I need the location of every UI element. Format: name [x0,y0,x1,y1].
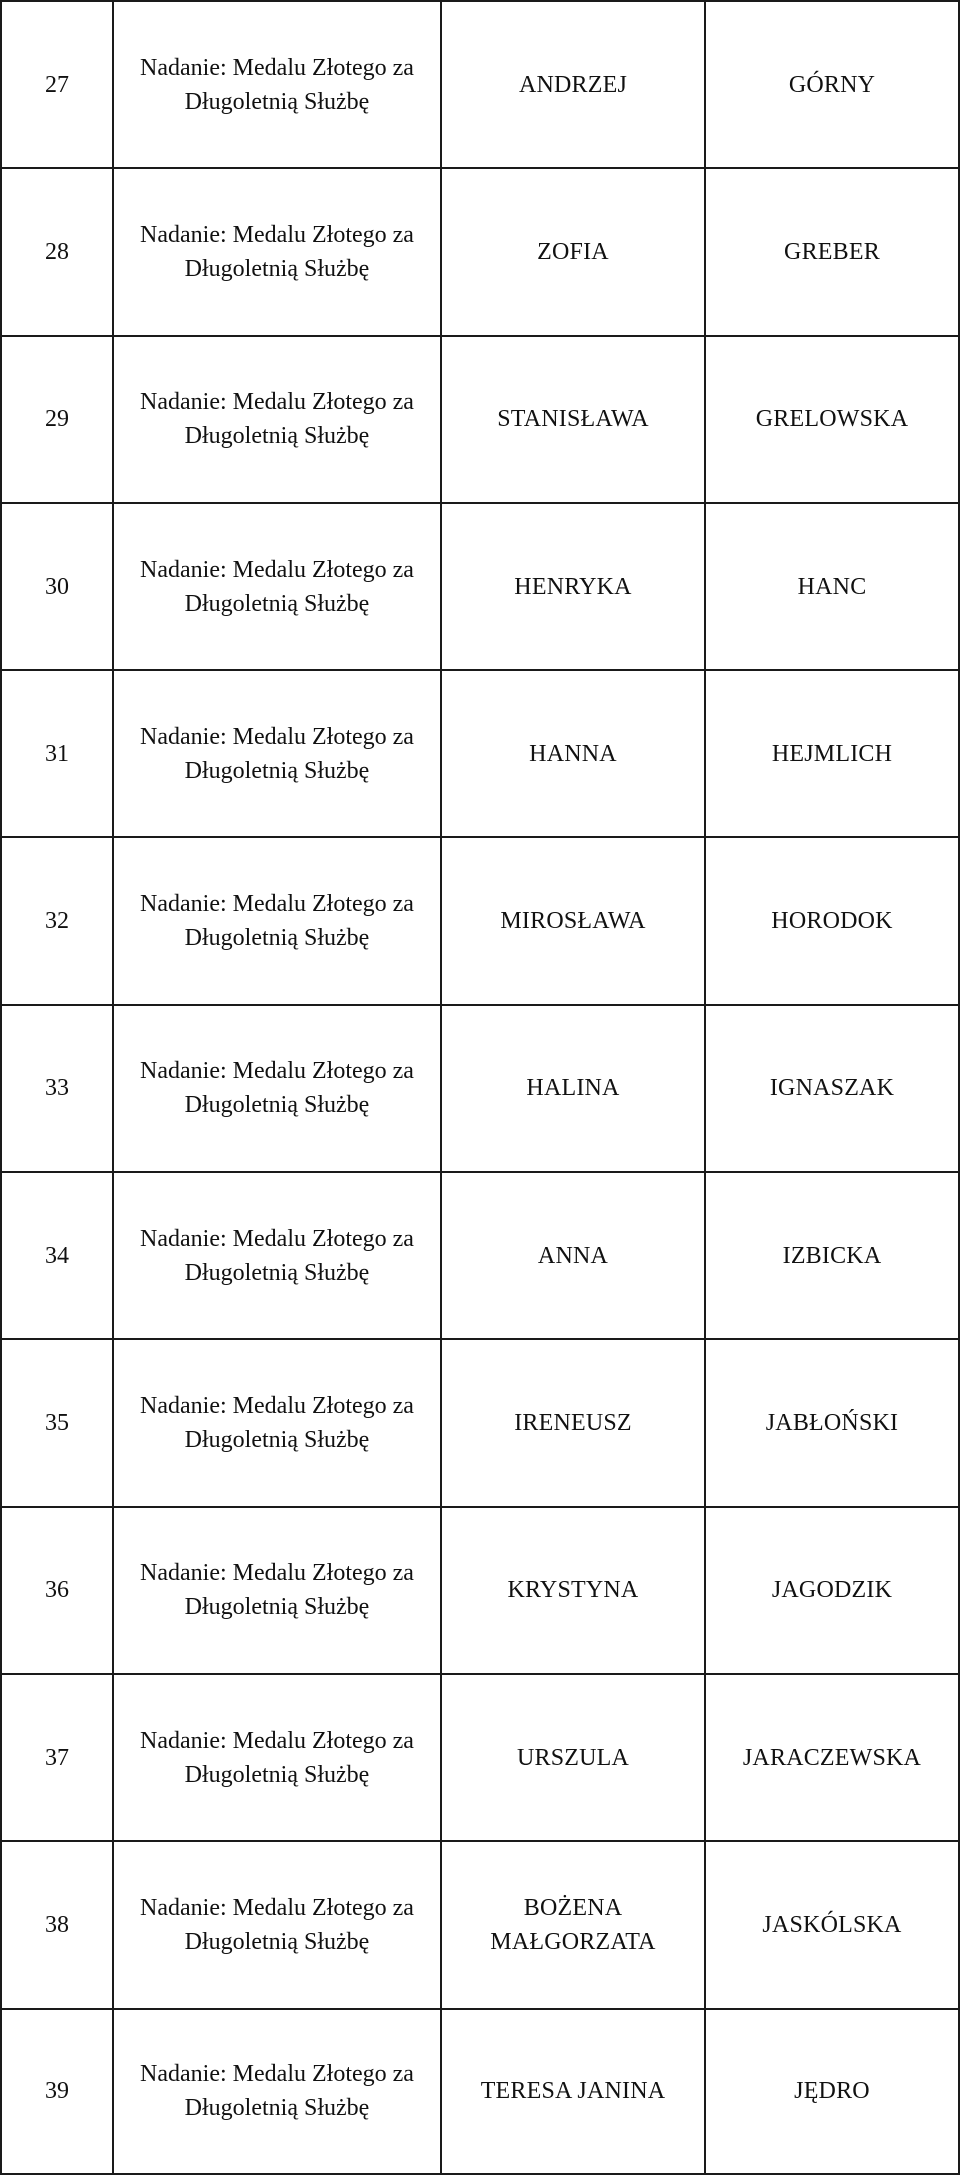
row-number: 36 [0,1506,112,1673]
last-name: JAGODZIK [704,1506,960,1673]
award-title-line1: Nadanie: Medalu Złotego za [140,1225,414,1252]
row-number: 30 [0,502,112,669]
award-title-cell [112,1506,440,1673]
award-title-line1: Nadanie: Medalu Złotego za [140,389,414,416]
award-title-line2: Długoletnią Służbę [184,1427,370,1454]
table-row [0,1171,960,1338]
last-name: GREBER [704,167,960,334]
award-title-line1: Nadanie: Medalu Złotego za [140,54,414,81]
row-number: 33 [0,1004,112,1171]
award-title-line1: Nadanie: Medalu Złotego za [140,1058,414,1085]
row-number: 35 [0,1338,112,1505]
table-row [0,1673,960,1840]
award-title-line2: Długoletnią Służbę [184,590,370,617]
row-number: 31 [0,669,112,836]
last-name: JARACZEWSKA [704,1673,960,1840]
last-name: HORODOK [704,836,960,1003]
award-title-line2: Długoletnią Służbę [184,1259,370,1286]
award-title-cell [112,167,440,334]
table-row [0,502,960,669]
award-title-cell [112,502,440,669]
first-name: MIROSŁAWA [440,836,704,1003]
award-title-cell [112,1673,440,1840]
award-title-line2: Długoletnią Służbę [184,757,370,784]
award-title-cell [112,2008,440,2175]
award-title-line1: Nadanie: Medalu Złotego za [140,1560,414,1587]
award-title-cell [112,1840,440,2007]
first-name: HALINA [440,1004,704,1171]
row-number: 37 [0,1673,112,1840]
row-number: 38 [0,1840,112,2007]
last-name: GRELOWSKA [704,335,960,502]
award-title-line1: Nadanie: Medalu Złotego za [140,1894,414,1921]
row-number: 39 [0,2008,112,2175]
award-title-cell [112,1171,440,1338]
table-row [0,2008,960,2175]
first-name: HANNA [440,669,704,836]
row-number: 27 [0,0,112,167]
award-title-cell [112,836,440,1003]
first-name: STANISŁAWA [440,335,704,502]
table-row [0,167,960,334]
award-title-cell [112,1338,440,1505]
first-name: URSZULA [440,1673,704,1840]
award-title-line2: Długoletnią Służbę [184,423,370,450]
award-title-line2: Długoletnią Służbę [184,2095,370,2122]
first-name: IRENEUSZ [440,1338,704,1505]
first-name: KRYSTYNA [440,1506,704,1673]
award-title-line2: Długoletnią Służbę [184,88,370,115]
award-title-line2: Długoletnią Służbę [184,1928,370,1955]
first-name: ANDRZEJ [440,0,704,167]
last-name: JASKÓLSKA [704,1840,960,2007]
award-title-cell [112,1004,440,1171]
table-row [0,1506,960,1673]
first-name: HENRYKA [440,502,704,669]
award-title-line1: Nadanie: Medalu Złotego za [140,891,414,918]
table-row [0,1840,960,2007]
row-number: 28 [0,167,112,334]
row-number: 32 [0,836,112,1003]
last-name: HANC [704,502,960,669]
first-name: TERESA JANINA [440,2008,704,2175]
first-name: ZOFIA [440,167,704,334]
first-name: BOŻENA MAŁGORZATA [440,1840,704,2007]
award-title-line2: Długoletnią Służbę [184,1761,370,1788]
table-row [0,836,960,1003]
award-title-line1: Nadanie: Medalu Złotego za [140,1393,414,1420]
award-title-line1: Nadanie: Medalu Złotego za [140,1727,414,1754]
row-number: 29 [0,335,112,502]
last-name: GÓRNY [704,0,960,167]
table-row [0,669,960,836]
row-number: 34 [0,1171,112,1338]
award-title-line1: Nadanie: Medalu Złotego za [140,221,414,248]
award-title-line1: Nadanie: Medalu Złotego za [140,2061,414,2088]
last-name: IGNASZAK [704,1004,960,1171]
award-title-line1: Nadanie: Medalu Złotego za [140,556,414,583]
last-name: JABŁOŃSKI [704,1338,960,1505]
table-row [0,1338,960,1505]
table-row [0,335,960,502]
last-name: JĘDRO [704,2008,960,2175]
award-title-line1: Nadanie: Medalu Złotego za [140,723,414,750]
award-title-line2: Długoletnią Służbę [184,1092,370,1119]
award-title-line2: Długoletnią Służbę [184,1594,370,1621]
award-title-line2: Długoletnią Służbę [184,255,370,282]
award-title-cell [112,669,440,836]
table-row [0,0,960,167]
table-row [0,1004,960,1171]
award-title-line2: Długoletnią Służbę [184,925,370,952]
award-title-cell [112,335,440,502]
last-name: IZBICKA [704,1171,960,1338]
first-name: ANNA [440,1171,704,1338]
award-title-cell [112,0,440,167]
last-name: HEJMLICH [704,669,960,836]
